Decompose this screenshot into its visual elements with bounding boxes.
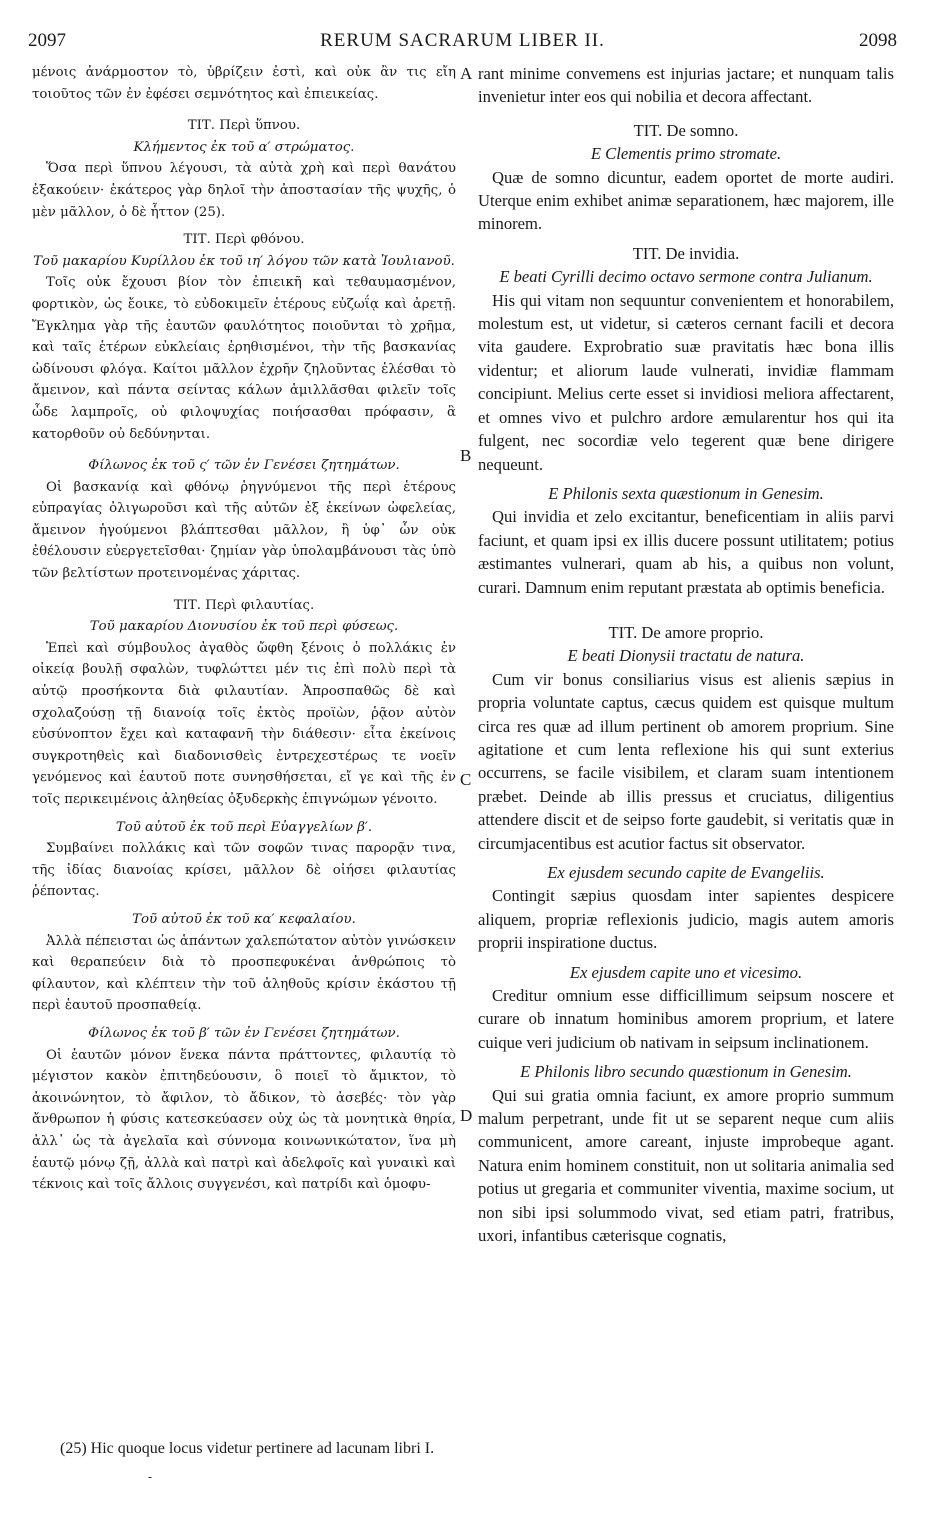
margin-marker-c: C <box>460 770 472 789</box>
greek-section-title: ΤΙΤ. Περὶ φιλαυτίας. <box>173 597 315 613</box>
latin-paragraph: Cum vir bonus consiliarius visus est alienis sæpius in propria voluntate captus, cæcus quidem est quisque multum circa res quæ ad illum pertinent ob amorem proprium. Sine agitatione et cum lenta reflexione his qui sunt exterius occurrens, se facile visibilem, et claram suam intentionem præbet. Deinde ab illis pressus et cruciatus, diligentius attendere discit et de seipso forte gaudebit, si veritatis quæ in circumjacentibus est acutior factus sit observator. <box>478 669 894 853</box>
latin-paragraph: Quæ de somno dicuntur, eadem oportet de morte audiri. Uterque enim exhibet animæ separationem, hæc majorem, ille minorem. <box>478 167 894 234</box>
greek-section-source: Κλήμεντος ἐκ τοῦ α′ στρώματος. <box>133 139 355 155</box>
greek-section-source: Φίλωνος ἐκ τοῦ β′ τῶν ἐν Γενέσει ζητημάτων. <box>88 1025 400 1041</box>
left-column-number: 2097 <box>28 30 66 51</box>
greek-paragraph: μένοις ἀνάρμοστον τὸ, ὑβρίζειν ἐστὶ, καὶ οὐκ ἂν τις εἴη τοιοῦτος τῶν ἐν ἐφέσει σεμνότητος καὶ ἐπιεικείας. <box>32 65 456 102</box>
latin-paragraph: Contingit sæpius quosdam inter sapientes despicere aliquem, propriæ reflexionis judicio, magis autem amoris proprii inspiratione ductus. <box>478 886 894 953</box>
margin-marker-a: A <box>460 64 473 83</box>
greek-paragraph: Ἀλλὰ πέπεισται ὡς ἁπάντων χαλεπώτατον αὑτὸν γινώσκειν καὶ θεραπεύειν διὰ τὸ προσπεφυκέναι ἀνθρώποις τὸ φίλαυτον, καὶ κλέπτειν τὴν τοῦ ἀληθοῦς κρίσιν ἑκάστου τῇ περὶ ἑαυτοῦ προσπαθείᾳ. <box>32 933 456 1014</box>
latin-section-source: E beati Dionysii tractatu de natura. <box>567 646 805 666</box>
margin-marker-d: D <box>460 1106 473 1125</box>
greek-paragraph: Τοῖς οὐκ ἔχουσι βίον τὸν ἐπιεικῆ καὶ τεθαυμασμένον, φορτικὸν, ὡς ἔοικε, τὸ εὐδοκιμεῖν ἑτέρους εὐζωΐᾳ καὶ ἀρετῇ. Ἔγκλημα γὰρ τῆς ἑαυτῶν φαυλότητος ποιοῦνται τὸ χρῆμα, καὶ ταῖς ἑτέρων εὐκλείαις ἐρηθισμένοι, τὴν τῆς βασκανίας ὠδίνουσι φλόγα. Καίτοι μᾶλλον ἐχρῆν ζηλοῦντας ἑλέσθαι τὸ ἄμεινον, καὶ πάντα σείντας κάλων ἁμιλλᾶσθαι φιλεῖν τοῖς ὧδε λαμπροῖς, οὐ φιλοψυχίας ποιήσασθαι πρόφασιν, ἃ κατορθοῦν οὐ δεδύνηνται. <box>32 275 456 442</box>
margin-marker-b: B <box>460 446 472 465</box>
greek-section-source: Φίλωνος ἐκ τοῦ ς′ τῶν ἐν Γενέσει ζητημάτων. <box>88 458 400 474</box>
greek-section-title: ΤΙΤ. Περὶ ὕπνου. <box>187 118 301 134</box>
latin-paragraph: Creditur omnium esse difficillimum seipsum noscere et curare ob innatum hominibus amorem proprium, et latere cuique veri judicium ob nativam in seipsum inclinationem. <box>478 986 894 1052</box>
greek-section-title: ΤΙΤ. Περὶ φθόνου. <box>183 232 305 248</box>
latin-section-source: Ex ejusdem capite uno et vicesimo. <box>569 962 803 982</box>
latin-section-source: Ex ejusdem secundo capite de Evangeliis. <box>547 863 825 882</box>
footer-dash: - <box>148 1470 153 1484</box>
greek-paragraph: Ὅσα περὶ ὕπνου λέγουσι, τὰ αὐτὰ χρὴ καὶ περὶ θανάτου ἐξακούειν· ἑκάτερος γὰρ δηλοῖ τὴν ἀποστασίαν τῆς ψυχῆς, ὁ μὲν μᾶλλον, ὁ δὲ ἧττον (25). <box>32 161 456 220</box>
greek-section-source: Τοῦ αὐτοῦ ἐκ τοῦ περὶ Εὐαγγελίων β′. <box>115 819 373 835</box>
greek-paragraph: Συμβαίνει πολλάκις καὶ τῶν σοφῶν τινας παρορᾷν τινα, τῆς ἰδίας διανοίας κρίσει, μᾶλλον δὲ οἰήσει φιλαυτίας ῥέποντας. <box>32 841 456 900</box>
right-column-number: 2098 <box>859 30 897 51</box>
greek-section-source: Τοῦ αὐτοῦ ἐκ τοῦ κα′ κεφαλαίου. <box>132 911 356 927</box>
latin-section-source: E Philonis libro secundo quæstionum in Genesim. <box>520 1062 852 1082</box>
latin-section-title: TIT. De somno. <box>633 120 739 140</box>
latin-paragraph: rant minime convemens est injurias jactare; et nunquam talis invenietur inter eos qui nobilia et decora affectant. <box>478 64 894 107</box>
greek-section-source: Τοῦ μακαρίου Διονυσίου ἐκ τοῦ περὶ φύσεως. <box>89 619 399 635</box>
latin-paragraph: Qui sui gratia omnia faciunt, ex amore proprio summum malum perpetrant, unde fit ut se separent neque cum aliis communicent, amore careant, injuste improbeque agant. Natura enim hominem constituit, non ut solitaria animalia sed potius ut gregaria et communiter viventia, maxime socium, ut non sibi ipsi solummodo vivat, sed etiam patri, fratribus, uxori, infantibus cæterisque cognatis, <box>478 1085 894 1246</box>
latin-section-source: E beati Cyrilli decimo octavo sermone contra Julianum. <box>499 267 873 287</box>
greek-column <box>32 62 456 1196</box>
latin-column <box>478 62 894 1248</box>
footnote: (25) Hic quoque locus videtur pertinere ad lacunam libri I. <box>60 1440 435 1457</box>
greek-paragraph: Οἱ βασκανίᾳ καὶ φθόνῳ ῥηγνύμενοι τῆς περὶ ἑτέρους εὐπραγίας ὀλιγωροῦσι καὶ τῆς αὐτῶν ἐξ ἐκείνων ὠφελείας, ἄμεινον ἡγούμενοι βλάπτεσθαι μᾶλλον, ἢ ὑφ᾽ ὧν οὐκ ἐθέλουσιν εὐεργετεῖσθαι· ζημίαν γὰρ ὑπολαμβάνουσι τὰς ὑπὸ τῶν βελτίστων προτεινομένας χάριτας. <box>32 479 456 582</box>
latin-paragraph: Qui invidia et zelo excitantur, beneficentiam in aliis parvi faciunt, et quam ipsi ex illis ducere possunt utilitatem; potius æstimantes vulnerari, quam ab his, a quibus non volunt, curari. Damnum enim reputant præstata ab optimis beneficia. <box>478 507 894 597</box>
greek-section-source: Τοῦ μακαρίου Κυρίλλου ἐκ τοῦ ιη′ λόγου τῶν κατὰ Ἰουλιανοῦ. <box>33 253 455 269</box>
latin-section-title: TIT. De invidia. <box>632 243 740 263</box>
page-header <box>28 30 897 60</box>
running-title: RERUM SACRARUM LIBER II. <box>320 30 605 51</box>
latin-section-title: TIT. De amore proprio. <box>608 622 764 642</box>
latin-section-source: E Philonis sexta quæstionum in Genesim. <box>548 483 824 503</box>
greek-paragraph: Ἐπεὶ καὶ σύμβουλος ἀγαθὸς ὤφθη ξένοις ὁ πολλάκις ἐν οἰκείᾳ βουλῇ σφαλὼν, τυφλώττει μέν τις ἐπὶ πολὺ περὶ τὰ αὑτῷ προσήκοντα διὰ φιλαυτίαν. Ἀπροσπαθῶς δὲ καὶ σχολαζούσῃ τῇ διανοίᾳ τοῖς ἐκτὸς προϊὼν, ῥᾷον αὐτὸν εὐσύνοπτον ἔχει καὶ καταφανῆ τὴν διάθεσιν· εἶτα ἐκείνοις συγκροτηθεὶς καὶ διαδονισθεὶς ἐντρεχεστέρως τε νοεῖν γενόμενος καὶ ἑαυτοῦ ποτε συνησθήσεται, εἴ γε καὶ τῆς ἐν τοῖς περικειμένοις ἀληθείας ὀξυδερκὴς ἐπιγνώμων γένοιτο. <box>32 640 456 807</box>
latin-paragraph: His qui vitam non sequuntur convenientem et honorabilem, molestum est, ut videtur, si cæteros cernant facili et decora vita gaudere. Exprobratio suæ pravitatis hæc bona illis videntur; et aliorum laude vulnerati, invidiæ flammam concipiunt. Melius certe esset si invidiosi meliora affectarent, et omnes vivo et pulchro ardore æmularentur hos qui ita fulgent, nec socordiæ velo tegerent quæ bene dirigere nequeunt. <box>478 290 894 474</box>
greek-paragraph: Οἱ ἑαυτῶν μόνον ἕνεκα πάντα πράττοντες, φιλαυτίᾳ τὸ μέγιστον κακὸν ἐπιτηδεύουσιν, ὃ ποιεῖ τὸ ἄμικτον, τὸ ἀκοινώνητον, τὸ ἄφιλον, τὸ ἄδικον, τὸ ἀσεβές· τὸν γὰρ ἄνθρωπον ἡ φύσις κατεσκεύασεν οὐχ ὡς τὰ μονητικὰ θηρία, ἀλλ᾽ ὡς τὰ ἀγελαῖα καὶ σύννομα κοινωνικώτατον, ἵνα μὴ ἑαυτῷ μόνῳ ζῇ, ἀλλὰ καὶ πατρὶ καὶ ἀδελφοῖς καὶ γυναικὶ καὶ τέκνοις καὶ τοῖς ἄλλοις συγγενέσι, καὶ πατρίδι καὶ ὁμοφυ- <box>32 1047 456 1193</box>
latin-section-source: E Clementis primo stromate. <box>590 144 782 164</box>
